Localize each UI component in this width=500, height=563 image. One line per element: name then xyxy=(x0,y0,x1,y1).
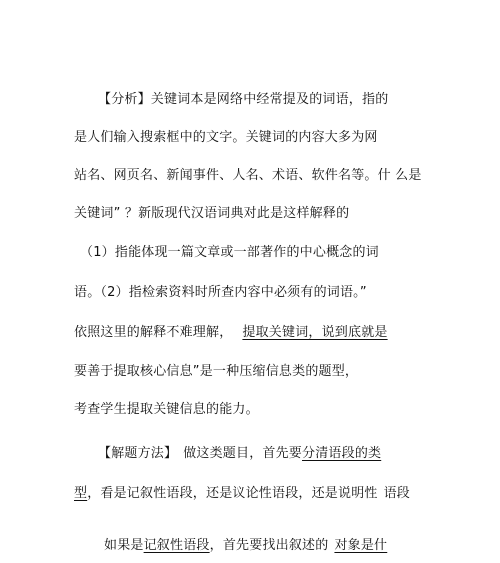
method-line-2 xyxy=(74,486,410,502)
analysis-line-5: （1）指能体现一篇文章或一部著作的中心概念的词 xyxy=(80,245,379,260)
method-line-1 xyxy=(98,446,381,462)
analysis-line-8: 要善于提取核心信息”是一种压缩信息类的题型， xyxy=(74,364,359,379)
analysis-line-7-underlined: 提取关键词，说到底就是 xyxy=(242,325,388,340)
method-line-2-end: 语段 xyxy=(383,486,411,501)
analysis-line-4: 关键词” ？新版现代汉语词典对此是这样解释的 xyxy=(74,206,350,221)
analysis-line-6: 语。（2）指检索资料时所查内容中必须有的词语。” xyxy=(74,285,367,300)
method-line-2-plain: ，看是记叙性语段，还是议论性语段，还是说明性 xyxy=(87,486,378,501)
analysis-line-7-plain: 依照这里的解释不难理解， xyxy=(74,325,233,340)
method-line-3-plain-b: ，首先要找出叙述的 xyxy=(209,538,329,553)
method-line-2-underlined: 型 xyxy=(74,486,88,501)
analysis-line-2: 是人们输入搜索框中的文字。关键词的内容大多为网 xyxy=(74,130,378,145)
analysis-line-1: 【分析】关键词本是网络中经常提及的词语，指的 xyxy=(98,92,389,107)
method-heading: 【解题方法】 xyxy=(98,446,178,461)
method-line-3-underlined-a: 记叙性语段 xyxy=(143,538,210,553)
analysis-line-9: 考查学生提取关键信息的能力。 xyxy=(74,402,259,417)
analysis-line-3: 站名、网页名、新闻事件、人名、术语、软件名等。什 么是 xyxy=(74,168,422,183)
method-line-3-plain-a: 如果是 xyxy=(104,538,144,553)
method-line-3 xyxy=(104,538,387,554)
method-line-3-underlined-b: 对象是什 xyxy=(334,538,388,553)
method-line-1-plain: 做这类题目，首先要 xyxy=(183,446,303,461)
analysis-line-7 xyxy=(74,325,388,341)
method-line-1-underlined: 分清语段的类 xyxy=(302,446,382,461)
